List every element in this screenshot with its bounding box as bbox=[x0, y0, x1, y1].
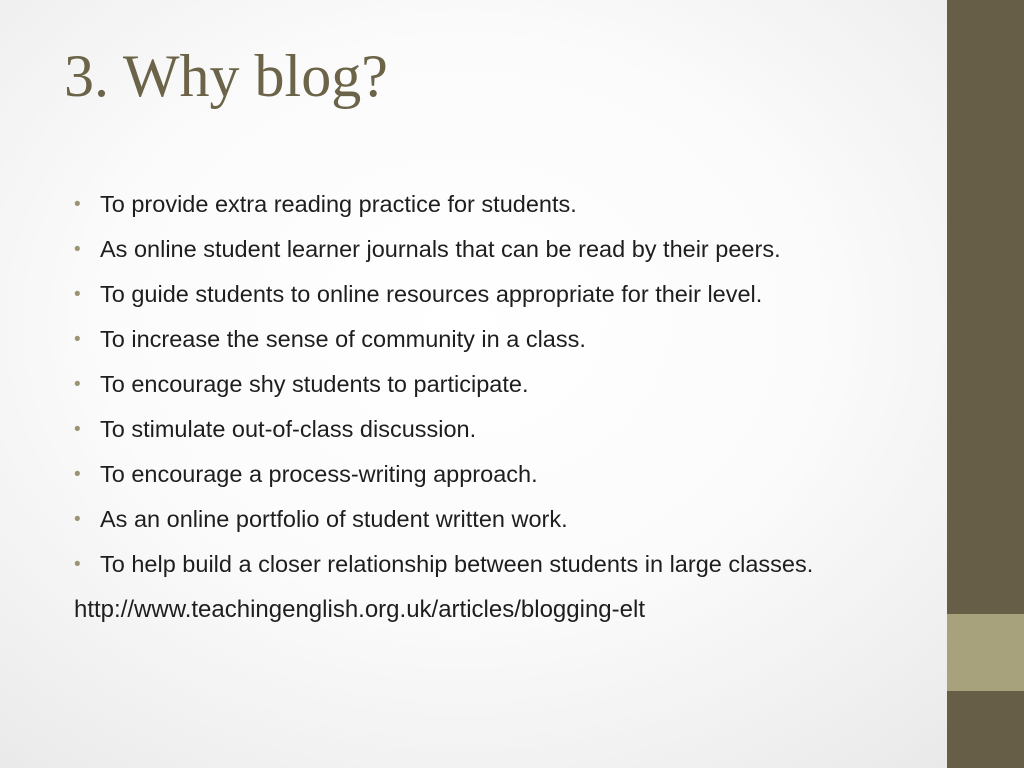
source-url: http://www.teachingenglish.org.uk/articles/blogging-elt bbox=[74, 596, 645, 623]
bullet-text: As online student learner journals that can be read by their peers. bbox=[100, 236, 781, 262]
bullet-icon: • bbox=[74, 554, 81, 575]
bullet-item bbox=[74, 276, 927, 314]
bullet-item bbox=[74, 366, 927, 404]
bullet-item bbox=[74, 456, 927, 494]
bullet-item bbox=[74, 501, 927, 539]
bullet-text: To increase the sense of community in a class. bbox=[100, 326, 586, 352]
bullet-icon: • bbox=[74, 509, 81, 530]
bullet-item bbox=[74, 321, 927, 359]
bullet-text: To encourage shy students to participate. bbox=[100, 371, 529, 397]
bullet-item bbox=[74, 186, 927, 224]
bullet-text: To guide students to online resources appropriate for their level. bbox=[100, 281, 763, 307]
bullet-text: To encourage a process-writing approach. bbox=[100, 461, 538, 487]
bullet-text: To provide extra reading practice for students. bbox=[100, 191, 577, 217]
bullet-item bbox=[74, 411, 927, 449]
slide-content bbox=[74, 186, 927, 629]
slide-title: 3. Why blog? bbox=[64, 43, 388, 109]
bullet-icon: • bbox=[74, 329, 81, 350]
bullet-list bbox=[74, 186, 927, 584]
bullet-text: To stimulate out-of-class discussion. bbox=[100, 416, 477, 442]
bullet-icon: • bbox=[74, 284, 81, 305]
bullet-icon: • bbox=[74, 464, 81, 485]
bullet-item bbox=[74, 546, 927, 584]
bullet-icon: • bbox=[74, 239, 81, 260]
bullet-text: As an online portfolio of student written work. bbox=[100, 506, 568, 532]
bullet-icon: • bbox=[74, 419, 81, 440]
bullet-icon: • bbox=[74, 374, 81, 395]
bullet-text: To help build a closer relationship between students in large classes. bbox=[100, 551, 814, 577]
bullet-item bbox=[74, 231, 927, 269]
decorative-side-accent bbox=[947, 614, 1024, 691]
bullet-icon: • bbox=[74, 194, 81, 215]
